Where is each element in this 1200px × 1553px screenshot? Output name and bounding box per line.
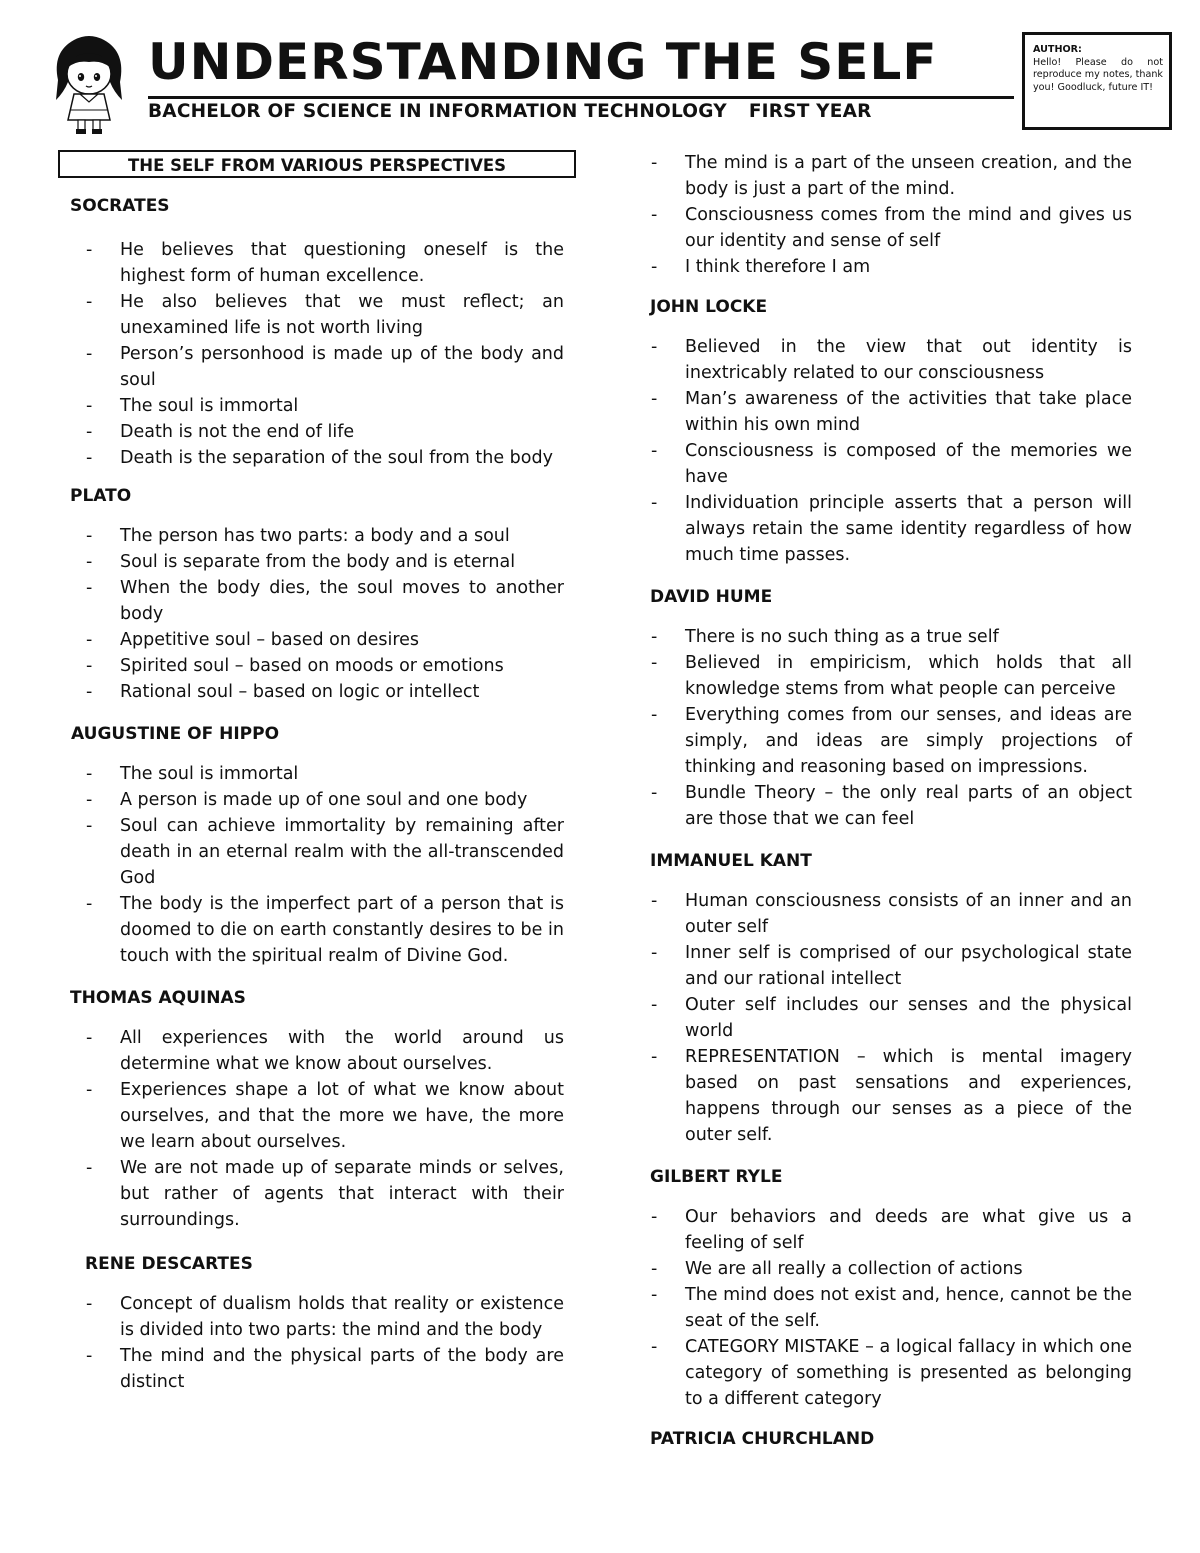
list-item: - Appetitive soul – based on desires	[58, 627, 578, 653]
list-item: - Our behaviors and deeds are what give us a feeling of self	[648, 1204, 1132, 1256]
page-subtitle	[148, 101, 872, 123]
list-item: - We are not made up of separate minds or selves, but rather of agents that interact with their surroundings.	[58, 1155, 578, 1233]
heading-churchland: PATRICIA CHURCHLAND	[650, 1429, 875, 1449]
list-item: - He also believes that we must reflect; an unexamined life is not worth living	[58, 289, 578, 341]
heading-hume: DAVID HUME	[650, 587, 773, 607]
list-descartes-continued	[648, 150, 1132, 280]
list-item: - A person is made up of one soul and one body	[58, 787, 578, 813]
list-item: - Man’s awareness of the activities that take place within his own mind	[648, 386, 1132, 438]
list-item: - Bundle Theory – the only real parts of an object are those that we can feel	[648, 780, 1132, 832]
author-label: AUTHOR:	[1033, 44, 1082, 55]
list-item: - Death is not the end of life	[58, 419, 578, 445]
list-ryle	[648, 1204, 1132, 1412]
heading-descartes: RENE DESCARTES	[85, 1254, 253, 1274]
list-item: - I think therefore I am	[648, 254, 1132, 280]
list-item: - Soul is separate from the body and is eternal	[58, 549, 578, 575]
list-descartes	[58, 1291, 578, 1395]
list-hume	[648, 624, 1132, 832]
list-item: - Human consciousness consists of an inner and an outer self	[648, 888, 1132, 940]
list-item: - Spirited soul – based on moods or emotions	[58, 653, 578, 679]
author-note-box	[1022, 32, 1172, 130]
left-column	[58, 140, 578, 1395]
author-note: Hello! Please do not reproduce my notes, thank you! Goodluck, future IT!	[1033, 56, 1163, 93]
list-item: - The soul is immortal	[58, 393, 578, 419]
heading-locke: JOHN LOCKE	[650, 297, 768, 317]
list-item: - Inner self is comprised of our psychological state and our rational intellect	[648, 940, 1132, 992]
list-socrates	[58, 237, 578, 471]
list-item: - CATEGORY MISTAKE – a logical fallacy in which one category of something is presented as belonging to a different category	[648, 1334, 1132, 1412]
list-item: - The body is the imperfect part of a person that is doomed to die on earth constantly desires to be in touch with the spiritual realm of Divine God.	[58, 891, 578, 969]
list-augustine	[58, 761, 578, 969]
list-item: - Everything comes from our senses, and ideas are simply, and ideas are simply projections of thinking and reasoning based on impressions.	[648, 702, 1132, 780]
heading-aquinas: THOMAS AQUINAS	[70, 988, 246, 1008]
heading-augustine: AUGUSTINE OF HIPPO	[71, 724, 280, 744]
list-item: - Rational soul – based on logic or intellect	[58, 679, 578, 705]
program-label: BACHELOR OF SCIENCE IN INFORMATION TECHNOLOGY	[148, 101, 727, 122]
right-column	[648, 140, 1132, 1450]
list-item: - The mind does not exist and, hence, cannot be the seat of the self.	[648, 1282, 1132, 1334]
section-title: THE SELF FROM VARIOUS PERSPECTIVES	[58, 150, 576, 178]
heading-ryle: GILBERT RYLE	[650, 1167, 783, 1187]
list-item: - There is no such thing as a true self	[648, 624, 1132, 650]
list-item: - REPRESENTATION – which is mental imagery based on past sensations and experiences, happens through our senses as a piece of the outer self.	[648, 1044, 1132, 1148]
list-kant	[648, 888, 1132, 1148]
list-item: - All experiences with the world around us determine what we know about ourselves.	[58, 1025, 578, 1077]
list-item: - Person’s personhood is made up of the body and soul	[58, 341, 578, 393]
list-aquinas	[58, 1025, 578, 1233]
list-item: - When the body dies, the soul moves to another body	[58, 575, 578, 627]
list-item: - Believed in empiricism, which holds that all knowledge stems from what people can perceive	[648, 650, 1132, 702]
list-item: - Concept of dualism holds that reality or existence is divided into two parts: the mind and the body	[58, 1291, 578, 1343]
title-divider	[148, 96, 1014, 99]
list-item: - The mind and the physical parts of the body are distinct	[58, 1343, 578, 1395]
list-locke	[648, 334, 1132, 568]
list-item: - He believes that questioning oneself is the highest form of human excellence.	[58, 237, 578, 289]
list-item: - Consciousness comes from the mind and gives us our identity and sense of self	[648, 202, 1132, 254]
page-title: UNDERSTANDING THE SELF	[148, 33, 938, 91]
list-item: - We are all really a collection of actions	[648, 1256, 1132, 1282]
list-item: - Death is the separation of the soul from the body	[58, 445, 578, 471]
list-item: - Outer self includes our senses and the physical world	[648, 992, 1132, 1044]
heading-plato: PLATO	[70, 486, 132, 506]
list-item: - Consciousness is composed of the memories we have	[648, 438, 1132, 490]
heading-kant: IMMANUEL KANT	[650, 851, 812, 871]
heading-socrates: SOCRATES	[70, 196, 170, 216]
list-item: - The person has two parts: a body and a soul	[58, 523, 578, 549]
list-item: - Individuation principle asserts that a person will always retain the same identity regardless of how much time passes.	[648, 490, 1132, 568]
chibi-girl-avatar-icon	[44, 30, 134, 138]
list-item: - Soul can achieve immortality by remaining after death in an eternal realm with the all-transcended God	[58, 813, 578, 891]
list-item: - Believed in the view that out identity is inextricably related to our consciousness	[648, 334, 1132, 386]
list-item: - The soul is immortal	[58, 761, 578, 787]
page-header	[0, 0, 1200, 145]
list-item: - Experiences shape a lot of what we know about ourselves, and that the more we have, the more we learn about ourselves.	[58, 1077, 578, 1155]
year-label: FIRST YEAR	[748, 101, 872, 122]
list-plato	[58, 523, 578, 705]
list-item: - The mind is a part of the unseen creation, and the body is just a part of the mind.	[648, 150, 1132, 202]
